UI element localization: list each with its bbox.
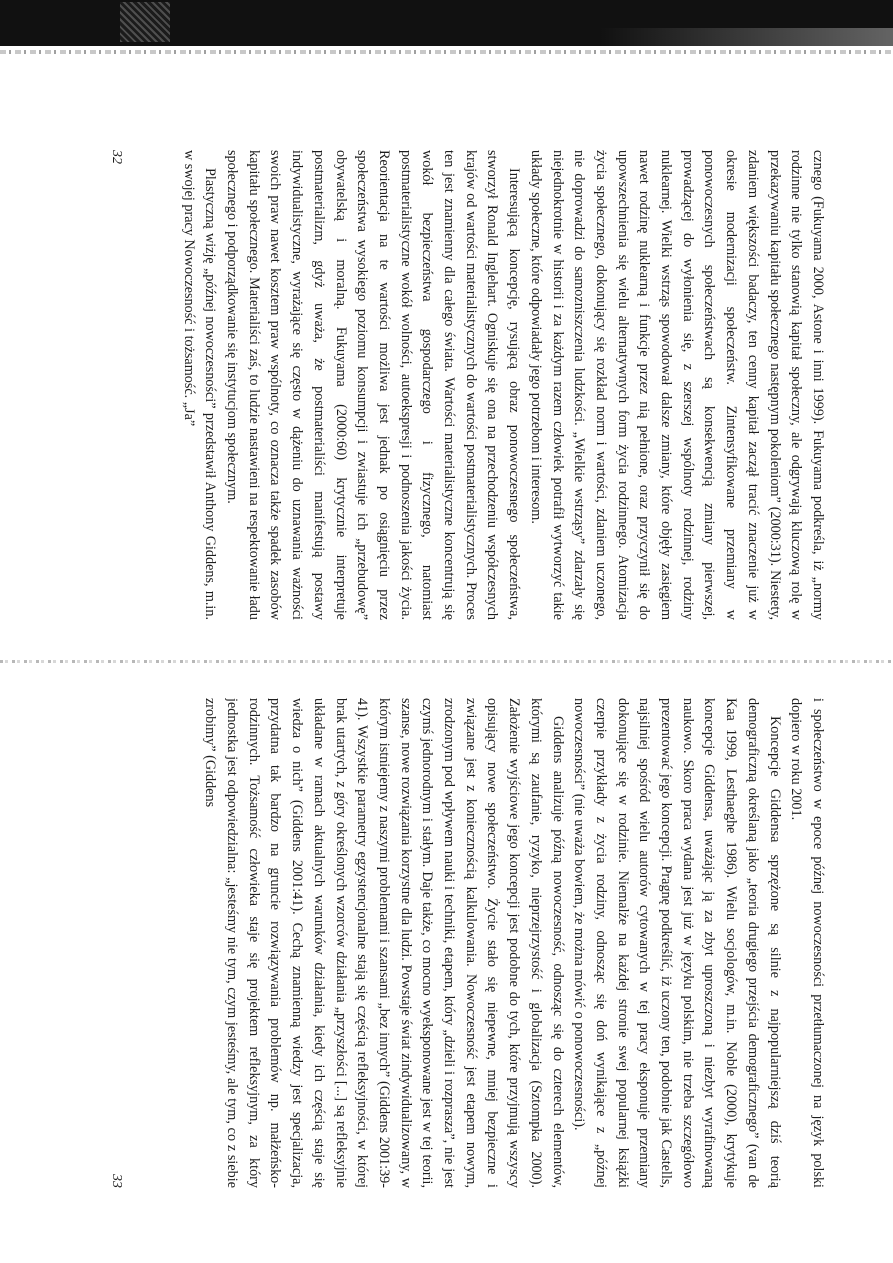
page-number: 32 bbox=[109, 150, 124, 164]
paragraph: Interesującą koncepcję, rysującą obraz ponowoczesnego społeczeństwa, stworzył Ronald Inglehart. Ogniskuje się ona na przechodzeniu współczesnych krajów od wartości materialistycznych do wartości postmaterialistycznych. Proces ten jest znamienny dla całego świata. Wartości materialistyczne koncentrują się wokół bezpieczeństwa gospodarczego i fizycznego, natomiast postmaterialistyczne wokół wolności, autoekspresji i podnoszenia jakości życia. Reorientacja na te wartości możliwa jest jednak po osiągnięciu przez społeczeństwa wysokiego poziomu konsumpcji i zwiastuje ich „przebudowę” obywatelską i moralną. Fukuyama (2000:60) krytycznie interpretuje postmaterializm, gdyż uważa, że postmaterialiści manifestują postawy indywidualistyczne, wyrażające się często w dążeniu do uznawania ważności swoich praw nawet kosztem praw wspólnoty, co oznacza także spadek zasobów kapitału społecznego. Materialiści zaś, to ludzie nastawieni na respektowanie ładu społecznego i podporządkowanie się instytucjom społecznym. bbox=[224, 150, 523, 620]
page-33 bbox=[108, 698, 828, 1188]
paragraph: Plastyczną wizję „późnej nowoczesności” przedstawił Anthony Giddens, m.in. w swojej pracy Nowoczesność i tożsamość. „Ja” bbox=[180, 150, 219, 620]
scan-edge-dark-bar bbox=[0, 0, 893, 46]
page-fold-divider bbox=[0, 660, 893, 663]
page-32-body bbox=[168, 150, 828, 620]
page-32 bbox=[108, 150, 828, 620]
page-33-body bbox=[168, 698, 828, 1188]
scan-edge-line bbox=[0, 50, 893, 54]
scan-noise-mark bbox=[120, 2, 170, 42]
paragraph: cznego (Fukuyama 2000, Astone i inni 1999). Fukuyama podkreśla, iż „normy rodzinne nie tylko stanowią kapitał społeczny, ale odgrywają kluczową rolę w przekazywaniu kapitału społecznego następnym pokoleniom” (2000:31). Niestety, zdaniem większości badaczy, ten cenny kapitał zaczął tracić znaczenie już w okresie modernizacji społeczeństw. Zintensyfikowane przemiany w ponowoczesnych społeczeństwach są konsekwencją zmiany pierwszej, prowadzącej do wyłonienia się, z szerszej wspólnoty rodzinnej, rodziny nuklearnej. Wielki wstrząs spowodował dalsze zmiany, które objęły zasięgiem nawet rodzinę nuklearną i funkcje przez nią pełnione, oraz przyczynił się do upowszechnienia się wielu alternatywnych form życia rodzinnego. Atomizacja życia społecznego, dokonujący się rozkład norm i wartości, zdaniem uczonego, nie doprowadzi do samozniszczenia ludzkości. „Wielkie wstrząsy” zdarzały się niejednokrotnie w historii i za każdym razem człowiek potrafił wytworzyć takie układy społeczne, które odpowiadały jego potrzebom i interesom. bbox=[527, 150, 826, 620]
paragraph: i społeczeństwo w epoce późnej nowoczesności przetłumaczonej na język polski dopiero w roku 2001. bbox=[788, 698, 826, 1188]
page-number: 33 bbox=[109, 1174, 124, 1188]
paragraph: Giddens analizuje późną nowoczesność, odnosząc się do czterech elementów, którymi są zaufanie, ryzyko, nieprzejrzystość i globalizacja (Sztompka 2000). Założenie wyjściowe jego koncepcji jest podobne do tych, które przyjmują wszyscy opisujący nowe społeczeństwo. Życie stało się niepewne, mniej bezpieczne i związane jest z koniecznością kalkulowania. Nowoczesność jest etapem nowym, zrodzonym pod wpływem nauki i techniki, etapem, który „dzieli i rozpraszа”, nie jest czymś jednorodnym i stałym. Daje także, co mocno wyeksponowane jest w tej teorii, szanse, nowe rozwiązania korzystne dla ludzi. Powstaje świat zindywidualizowany, w którym istniejemy z naszymi problemami i szansami „bez innych” (Giddens 2001:39-41). Wszystkie parametry egzystencjonalne stają się częścią refleksyjności, w której brak utartych, z góry określonych wzorców działania „przyszłości [...] są refleksyjnie układane w ramach aktualnych warunków działania, kiedy ich częścią staje się wiedza o nich” (Giddens 2001:41). Cechą znamienną wiedzy jest specjalizacja, przydatna tak bardzo na gruncie rozwiązywania problemów np. małżeńsko-rodzinnych. Tożsamość człowieka staje się projektem refleksyjnym, za który jednostka jest odpowiedzialna: „jesteśmy nie tym, czym jesteśmy, ale tym, co z siebie zrobimy” (Giddens bbox=[202, 698, 566, 1188]
scan-fade bbox=[600, 28, 893, 46]
paragraph: Koncepcje Giddensa sprzężone są silnie z najpopularniejszą dziś teorią demograficzną określaną jako „teoria drugiego przejścia demograficznego” (van de Kaa 1999, Lesthaeghe 1986). Wielu socjologów, m.in. Noble (2000), krytykuje koncepcje Giddensa, uważając ją za zbyt uproszczoną i niezbyt wyrafinowaną naukowo. Skoro praca wydana jest już w języku polskim, nie trzeba szczegółowo prezentować jego koncepcji. Pragnę podkreślić, iż uczony ten, podobnie jak Castells, najsilniej spośród wielu autorów cytowanych w tej pracy eksponuje przemiany dokonujące się w rodzinie. Niemalże na każdej stronie swej popularnej książki czerpie przykłady z życia rodziny, odnosząc się doń wynikające z „późnej nowoczesności” (nie uważa bowiem, że można mówić o ponowoczesności). bbox=[571, 698, 783, 1188]
